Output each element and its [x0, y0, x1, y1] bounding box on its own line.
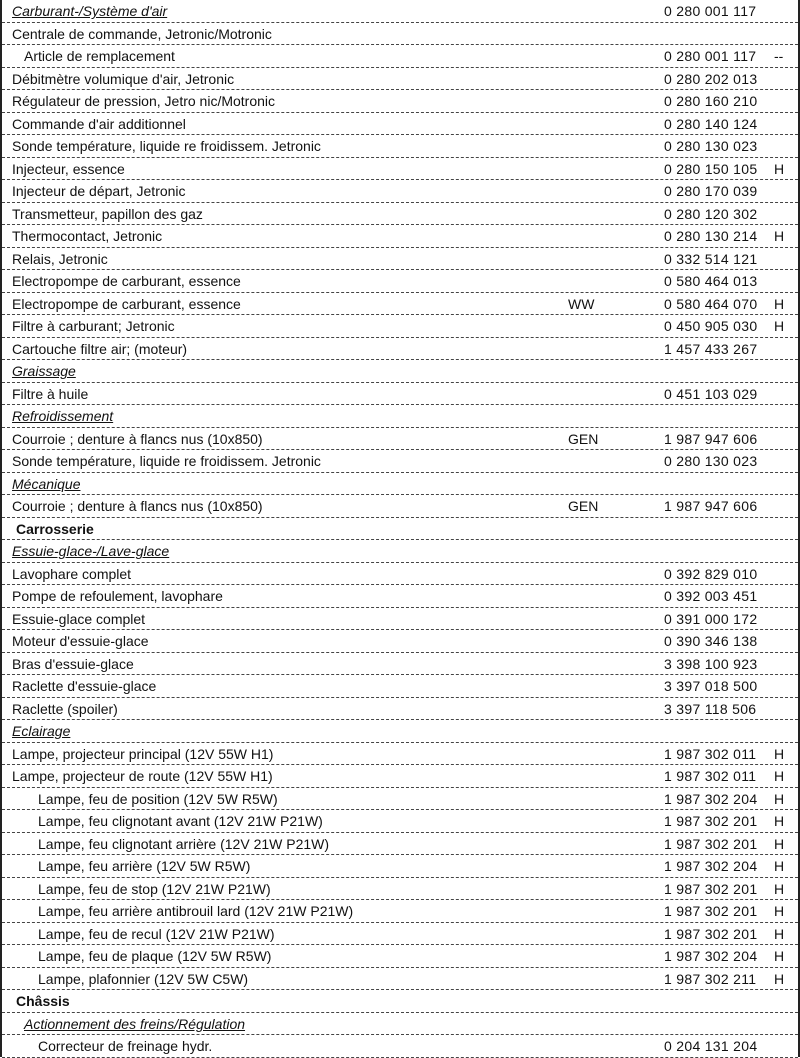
part-description: Electropompe de carburant, essence [12, 295, 241, 312]
part-number: 0 280 140 124 [664, 115, 758, 132]
part-number: 0 280 130 023 [664, 453, 758, 469]
part-number: 1 987 302 204 [664, 948, 758, 964]
part-row [2, 293, 798, 316]
part-number: 3 397 018 500 [664, 678, 758, 694]
marker: H [774, 318, 785, 334]
part-number: 0 392 829 010 [664, 565, 758, 582]
part-description: Electropompe de carburant, essence [12, 273, 241, 289]
part-row [2, 495, 798, 518]
section-heading-row [2, 360, 798, 383]
part-number: 1 987 302 201 [664, 835, 758, 852]
part-number: 0 580 464 013 [664, 273, 758, 289]
part-description: Régulateur de pression, Jetro nic/Motronic [12, 93, 276, 109]
part-row [2, 315, 798, 338]
part-number: 0 280 170 039 [664, 183, 758, 199]
part-number: 0 280 001 117 [664, 3, 757, 19]
section-heading-row [2, 540, 798, 563]
part-row [2, 428, 798, 451]
part-number: 0 390 346 138 [664, 633, 758, 649]
marker: H [774, 813, 785, 829]
part-row [2, 203, 798, 226]
part-description: Lampe, feu clignotant arrière (12V 21W P21W) [38, 835, 330, 852]
part-number: 0 204 131 204 [664, 1038, 758, 1054]
variant-tag: GEN [568, 430, 599, 447]
variant-tag: WW [568, 295, 595, 312]
part-description: Bras d'essuie-glace [12, 655, 134, 672]
marker: H [774, 835, 785, 852]
part-row [2, 68, 798, 91]
part-number: 1 987 302 011 [664, 768, 757, 784]
part-row [2, 225, 798, 248]
part-description: Essuie-glace complet [12, 610, 146, 627]
part-number: 0 280 120 302 [664, 205, 758, 222]
part-description: Centrale de commande, Jetronic/Motronic [12, 25, 272, 42]
section-title: Actionnement des freins/Régulation [24, 1015, 246, 1032]
part-description: Lampe, projecteur de route (12V 55W H1) [12, 768, 273, 784]
part-number: 0 280 160 210 [664, 93, 758, 109]
part-description: Moteur d'essuie-glace [12, 633, 149, 649]
part-row [2, 945, 798, 968]
part-number: 1 987 302 204 [664, 858, 758, 874]
part-number: 0 280 202 013 [664, 70, 758, 87]
part-number: 1 987 302 011 [664, 745, 757, 762]
section-heading-row [2, 405, 798, 428]
part-row [2, 608, 798, 631]
part-description: Filtre à huile [12, 385, 89, 402]
marker: H [774, 903, 785, 919]
part-row [2, 968, 798, 991]
part-description: Lampe, projecteur principal (12V 55W H1) [12, 745, 274, 762]
part-row [2, 338, 798, 361]
part-description: Lampe, feu de position (12V 5W R5W) [38, 790, 278, 807]
part-row [2, 270, 798, 293]
part-description: Lavophare complet [12, 565, 132, 582]
section-heading-row [2, 720, 798, 743]
part-row [2, 878, 798, 901]
part-description: Injecteur, essence [12, 160, 125, 177]
part-number: 1 987 302 201 [664, 880, 758, 897]
part-number: 0 451 103 029 [664, 385, 758, 402]
major-heading-row [2, 518, 798, 541]
section-title: Carrosserie [16, 520, 94, 537]
part-description: Sonde température, liquide re froidissem. Jetronic [12, 453, 321, 469]
part-row [2, 698, 798, 721]
part-number: 1 987 947 606 [664, 498, 758, 514]
part-description: Pompe de refoulement, lavophare [12, 588, 223, 604]
section-title: Châssis [16, 993, 70, 1009]
part-row [2, 23, 798, 46]
part-description: Correcteur de freinage hydr. [38, 1038, 213, 1054]
part-number: 1 987 302 204 [664, 790, 758, 807]
part-number: 0 332 514 121 [664, 250, 758, 267]
marker: H [774, 970, 785, 987]
part-number: 0 392 003 451 [664, 588, 758, 604]
part-row [2, 90, 798, 113]
part-description: Sonde température, liquide re froidissem. Jetronic [12, 138, 321, 154]
part-number: 0 450 905 030 [664, 318, 758, 334]
marker: H [774, 858, 785, 874]
part-description: Filtre à carburant; Jetronic [12, 318, 175, 334]
marker: H [774, 925, 785, 942]
part-number: 0 280 001 117 [664, 48, 757, 64]
section-title: Eclairage [12, 723, 71, 739]
section-heading-row [2, 1013, 798, 1036]
part-description: Cartouche filtre air; (moteur) [12, 340, 188, 357]
part-row [2, 788, 798, 811]
marker: -- [774, 48, 784, 64]
section-title: Essuie-glace-/Lave-glace [12, 543, 170, 559]
part-row [2, 180, 798, 203]
part-number: 3 398 100 923 [664, 655, 758, 672]
section-heading-row [2, 473, 798, 496]
part-description: Courroie ; denture à flancs nus (10x850) [12, 498, 263, 514]
part-description: Commande d'air additionnel [12, 115, 186, 132]
part-row [2, 765, 798, 788]
section-title: Refroidissement [12, 408, 114, 424]
part-number: 1 987 947 606 [664, 430, 758, 447]
part-row [2, 450, 798, 473]
part-description: Article de remplacement [24, 48, 175, 64]
part-row [2, 855, 798, 878]
part-description: Lampe, feu de recul (12V 21W P21W) [38, 925, 275, 942]
part-number: 1 987 302 201 [664, 925, 758, 942]
part-row [2, 248, 798, 271]
part-row [2, 585, 798, 608]
part-number: 0 280 150 105 [664, 160, 758, 177]
part-description: Courroie ; denture à flancs nus (10x850) [12, 430, 263, 447]
part-number: 0 580 464 070 [664, 295, 758, 312]
part-row [2, 833, 798, 856]
part-number: 0 280 130 214 [664, 228, 758, 244]
part-row [2, 743, 798, 766]
part-description: Thermocontact, Jetronic [12, 228, 163, 244]
part-row [2, 675, 798, 698]
part-description: Lampe, plafonnier (12V 5W C5W) [38, 970, 249, 987]
part-row [2, 653, 798, 676]
part-description: Lampe, feu arrière (12V 5W R5W) [38, 858, 251, 874]
marker: H [774, 768, 785, 784]
part-row [2, 158, 798, 181]
marker: H [774, 295, 785, 312]
part-row [2, 810, 798, 833]
part-row [2, 900, 798, 923]
part-description: Relais, Jetronic [12, 250, 108, 267]
part-number: 0 280 130 023 [664, 138, 758, 154]
part-row [2, 630, 798, 653]
part-row [2, 45, 798, 68]
part-row [2, 563, 798, 586]
part-description: Lampe, feu de stop (12V 21W P21W) [38, 880, 271, 897]
part-description: Lampe, feu arrière antibrouil lard (12V 21W P21W) [38, 903, 354, 919]
variant-tag: GEN [568, 498, 599, 514]
marker: H [774, 790, 785, 807]
part-number: 1 987 302 201 [664, 903, 758, 919]
marker: H [774, 880, 785, 897]
marker: H [774, 160, 785, 177]
marker: H [774, 745, 785, 762]
part-row [2, 1035, 798, 1058]
marker: H [774, 228, 785, 244]
part-row [2, 113, 798, 136]
part-number: 0 391 000 172 [664, 610, 758, 627]
part-number: 1 987 302 211 [664, 970, 757, 987]
section-heading-row [2, 0, 798, 23]
part-row [2, 135, 798, 158]
part-description: Raclette d'essuie-glace [12, 678, 157, 694]
part-description: Débitmètre volumique d'air, Jetronic [12, 70, 235, 87]
marker: H [774, 948, 785, 964]
major-heading-row [2, 990, 798, 1013]
part-description: Lampe, feu de plaque (12V 5W R5W) [38, 948, 272, 964]
part-number: 1 457 433 267 [664, 340, 758, 357]
section-title: Carburant-/Système d'air [12, 3, 168, 19]
section-title: Mécanique [12, 475, 81, 492]
section-title: Graissage [12, 363, 76, 379]
part-number: 1 987 302 201 [664, 813, 758, 829]
part-row [2, 383, 798, 406]
part-description: Lampe, feu clignotant avant (12V 21W P21W) [38, 813, 323, 829]
part-description: Transmetteur, papillon des gaz [12, 205, 203, 222]
part-number: 3 397 118 506 [664, 700, 757, 717]
part-description: Injecteur de départ, Jetronic [12, 183, 186, 199]
part-description: Raclette (spoiler) [12, 700, 118, 717]
part-row [2, 923, 798, 946]
